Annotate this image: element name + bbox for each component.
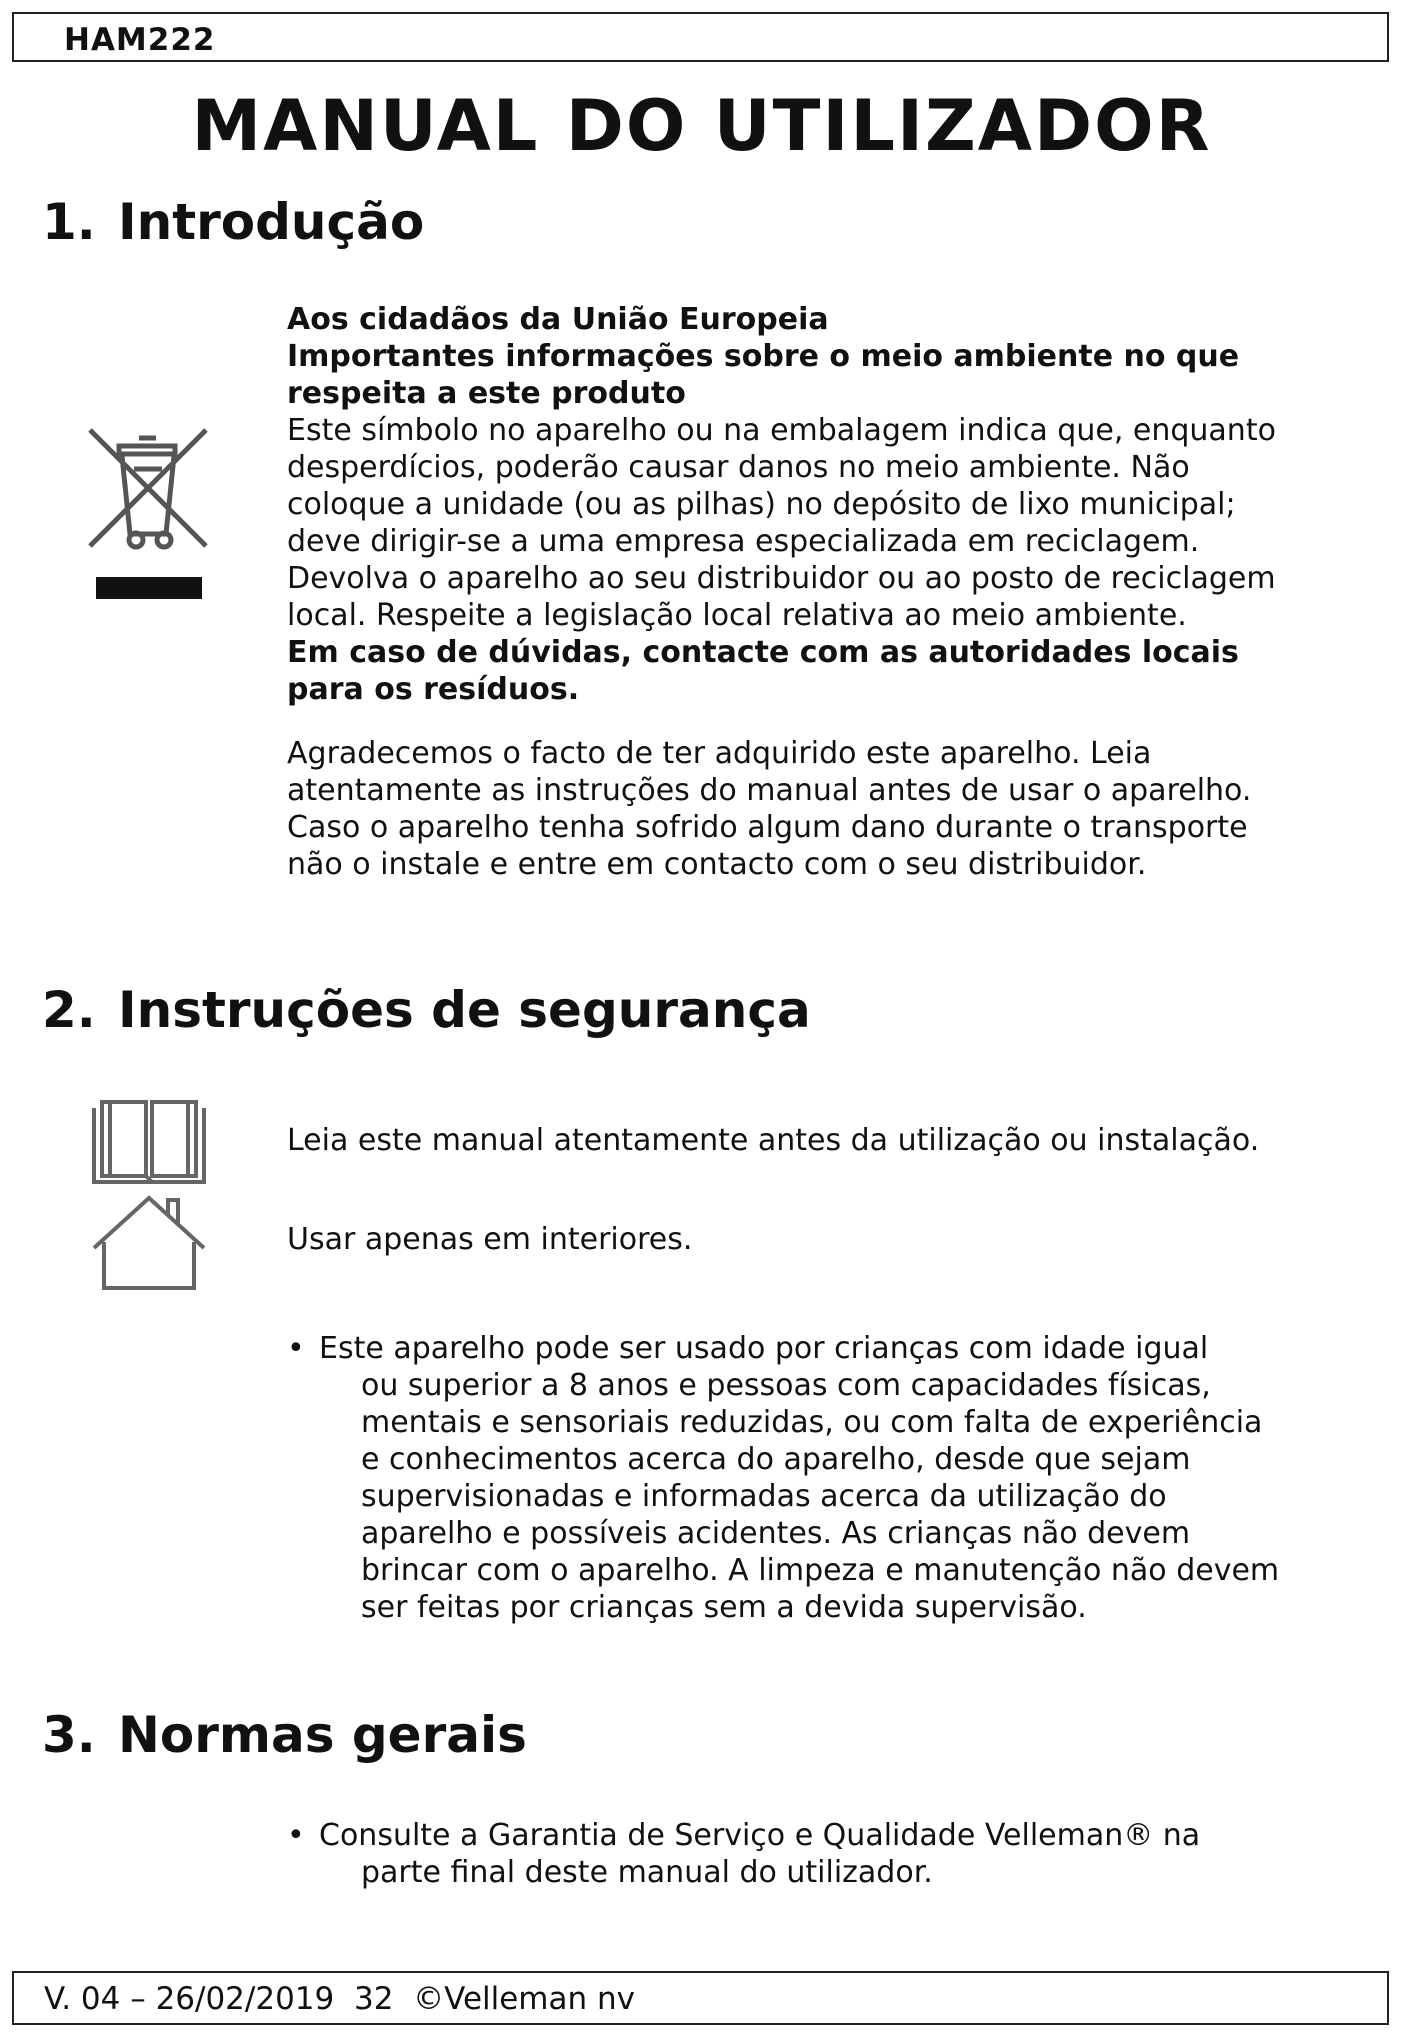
bullet-line: Consulte a Garantia de Serviço e Qualidade Velleman® na (319, 1818, 1201, 1853)
weee-crossed-bin-icon (84, 424, 214, 604)
section-heading-intro (42, 190, 424, 254)
env-line: coloque a unidade (ou as pilhas) no depósito de lixo municipal; (287, 487, 1236, 522)
env-line: desperdícios, poderão causar danos no meio ambiente. Não (287, 450, 1190, 485)
eu-heading: Aos cidadãos da União Europeia (287, 302, 829, 337)
footer-copyright: ©Velleman nv (413, 1981, 635, 2017)
bullet-line: aparelho e possíveis acidentes. As crianças não devem (361, 1516, 1191, 1551)
bullet-line: mentais e sensoriais reduzidas, ou com falta de experiência (361, 1405, 1263, 1440)
thanks-line: não o instale e entre em contacto com o seu distribuidor. (287, 847, 1147, 882)
header-bar (12, 12, 1389, 62)
bullet-line: e conhecimentos acerca do aparelho, desde que sejam (361, 1442, 1191, 1477)
bullet-line: parte final deste manual do utilizador. (361, 1855, 933, 1890)
book-icon (90, 1098, 208, 1186)
section-heading-general (42, 1703, 527, 1767)
env-heading-line: Importantes informações sobre o meio ambiente no que (287, 339, 1240, 374)
section-title: Introdução (118, 193, 425, 251)
footer-bar (12, 1971, 1389, 2025)
safety-bullet (287, 1330, 1279, 1626)
general-bullet (287, 1817, 1200, 1891)
thanks-line: atentamente as instruções do manual antes de usar o aparelho. (287, 773, 1252, 808)
section-number: 1. (42, 193, 96, 251)
env-line: local. Respeite a legislação local relativa ao meio ambiente. (287, 598, 1187, 633)
intro-text-block (287, 301, 1337, 883)
section-number: 2. (42, 981, 96, 1039)
env-line: deve dirigir-se a uma empresa especializada em reciclagem. (287, 524, 1200, 559)
section-number: 3. (42, 1706, 96, 1764)
bullet-dot: • (287, 1331, 305, 1366)
bullet-line: Este aparelho pode ser usado por crianças com idade igual (319, 1331, 1209, 1366)
house-icon (90, 1192, 208, 1292)
bullet-line: supervisionadas e informadas acerca da utilização do (361, 1479, 1167, 1514)
bullet-line: ou superior a 8 anos e pessoas com capacidades físicas, (361, 1368, 1211, 1403)
section-title: Normas gerais (118, 1706, 527, 1764)
doubt-line: para os resíduos. (287, 672, 580, 707)
env-heading-line: respeita a este produto (287, 376, 686, 411)
thanks-line: Caso o aparelho tenha sofrido algum dano durante o transporte (287, 810, 1248, 845)
read-manual-text: Leia este manual atentamente antes da utilização ou instalação. (287, 1123, 1260, 1158)
indoor-text: Usar apenas em interiores. (287, 1222, 693, 1257)
doubt-line: Em caso de dúvidas, contacte com as autoridades locais (287, 635, 1239, 670)
page-title: MANUAL DO UTILIZADOR (191, 85, 1212, 167)
footer-text (44, 1981, 635, 2017)
footer-version: V. 04 – 26/02/2019 (44, 1981, 335, 2017)
section-heading-safety (42, 978, 811, 1042)
thanks-line: Agradecemos o facto de ter adquirido este aparelho. Leia (287, 736, 1152, 771)
footer-page-number: 32 (353, 1981, 394, 2017)
env-line: Este símbolo no aparelho ou na embalagem indica que, enquanto (287, 413, 1276, 448)
bullet-dot: • (287, 1818, 305, 1853)
model-code: HAM222 (64, 22, 216, 58)
bullet-line: ser feitas por crianças sem a devida supervisão. (361, 1590, 1087, 1625)
bullet-line: brincar com o aparelho. A limpeza e manutenção não devem (361, 1553, 1280, 1588)
env-line: Devolva o aparelho ao seu distribuidor ou ao posto de reciclagem (287, 561, 1276, 596)
section-title: Instruções de segurança (118, 981, 811, 1039)
